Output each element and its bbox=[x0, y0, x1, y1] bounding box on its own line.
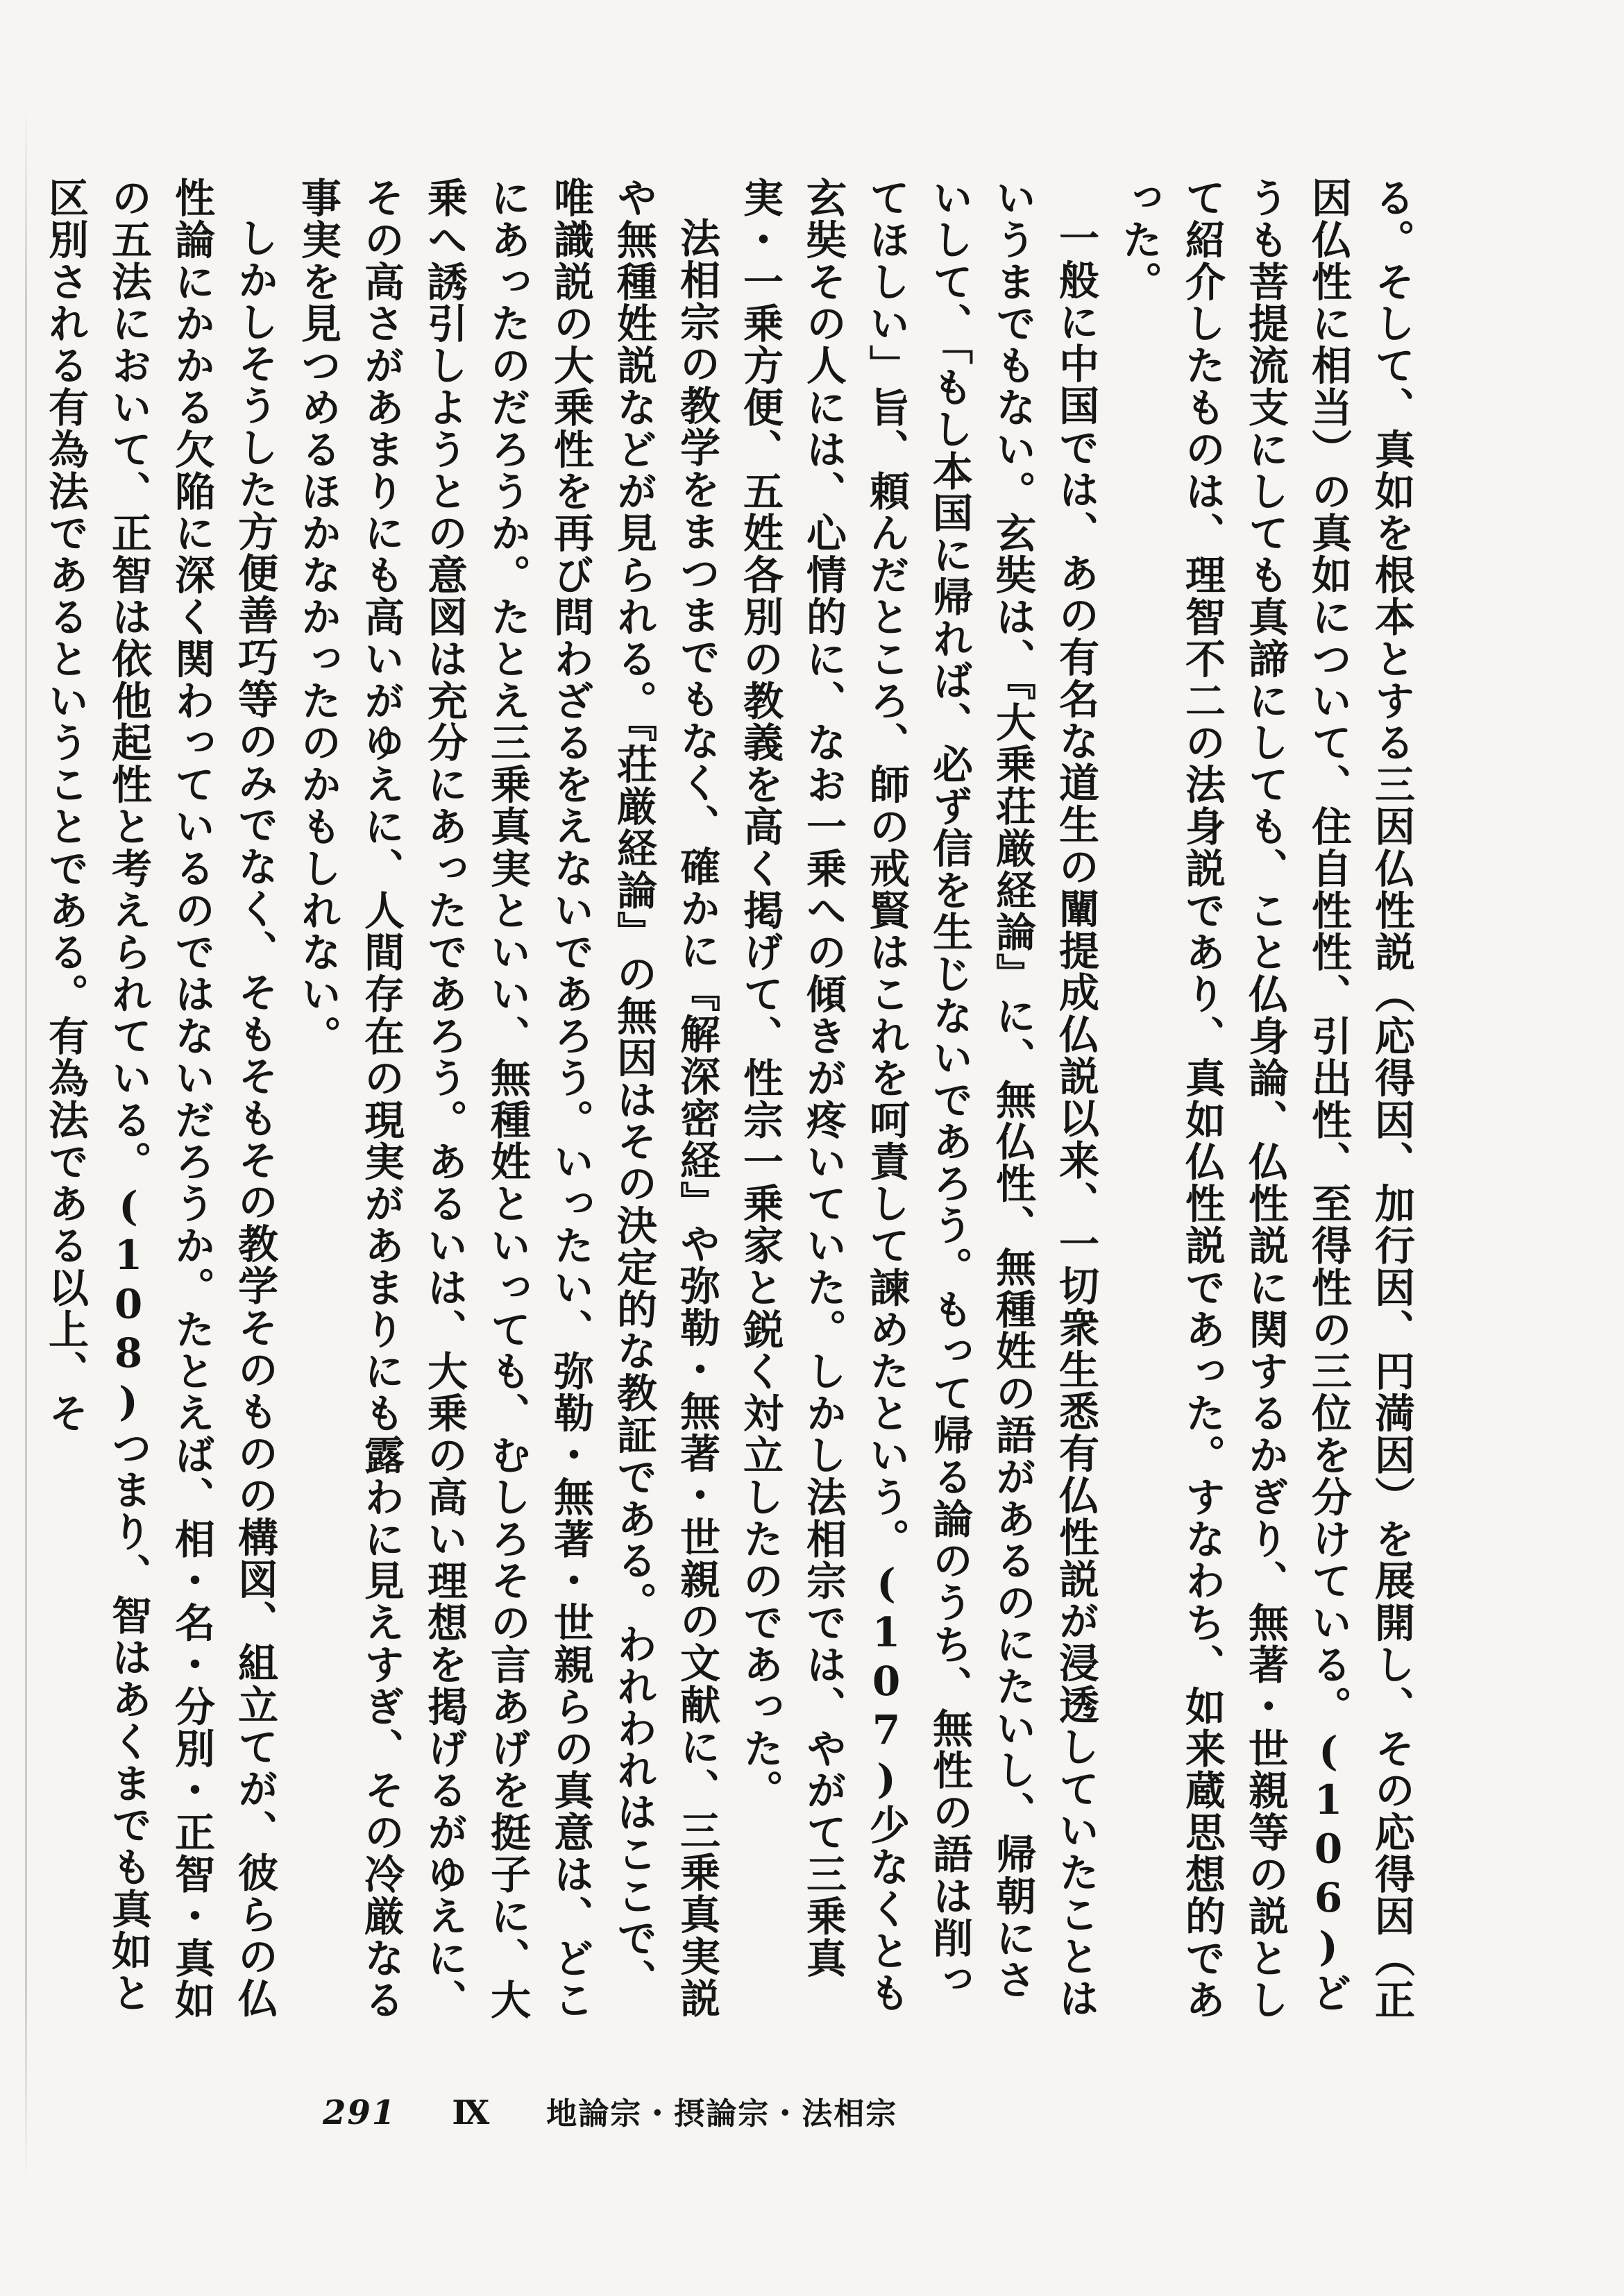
chapter-title: 地論宗・摂論宗・法相宗 bbox=[546, 2096, 898, 2132]
paragraph-1: る。そして、真如を根本とする三因仏性説（応得因、加行因、円満因）を展開し、その応得因（正因仏性に相当）の真如について、住自性性、引出性、至得性の三位を分けている。(106)どうも菩提流支にしても真諦にしても、こと仏身論、仏性説に関するかぎり、無著・世親等の説として紹介したものは、理智不二の法身説であり、真如仏性説であった。すなわち、如来蔵思想的であった。 bbox=[1115, 177, 1415, 2021]
running-footer bbox=[323, 2089, 897, 2133]
gutter-shadow bbox=[25, 104, 27, 2186]
paragraph-3: 法相宗の教学をまつまでもなく、確かに『解深密経』や弥勒・無著・世親の文献に、三乗真実説や無種姓説などが見られる。『荘厳経論』の無因はその決定的な教証である。われわれはここで、唯識説の大乗性を再び問わざるをえないであろう。いったい、弥勒・無著・世親らの真意は、どこにあったのだろうか。たとえ三乗真実といい、無種姓といっても、むしろその言あげを挺子に、大乗へ誘引しようとの意図は充分にあったであろう。あるいは、大乗の高い理想を掲げるがゆえに、その高さがあまりにも高いがゆえに、人間存在の現実があまりにも露わに見えすぎ、その冷厳なる事実を見つめるほかなかったのかもしれない。 bbox=[294, 177, 720, 2021]
chapter-number: Ⅸ bbox=[452, 2095, 491, 2132]
paragraph-2: 一般に中国では、あの有名な道生の闡提成仏説以来、一切衆生悉有仏性説が浸透していたことはいうまでもない。玄奘は、『大乗荘厳経論』に、無仏性、無種姓の語があるのにたいし、帰朝にさいして、「もし本国に帰れば、必ず信を生じないであろう。もって帰る論のうち、無性の語は削ってほしい」旨、頼んだところ、師の戒賢はこれを呵責して諫めたという。(107)少なくとも玄奘その人には、心情的に、なお一乗への傾きが疼いていた。しかし法相宗では、やがて三乗真実・一乗方便、五姓各別の教義を高く掲げて、性宗一乗家と鋭く対立したのであった。 bbox=[736, 177, 1099, 2020]
paragraph-4: しかしそうした方便善巧等のみでなく、そもそもその教学そのものの構図、組立てが、彼らの仏性論にかかる欠陥に深く関わっているのではないだろうか。たとえば、相・名・分別・正智・真如の五法において、正智は依他起性と考えられている。(108)つまり、智はあくまでも真如と区別される有為法であるということである。有為法である以上、そ bbox=[42, 177, 278, 2021]
page-number: 291 bbox=[323, 2093, 397, 2132]
body-text bbox=[42, 177, 1423, 2023]
